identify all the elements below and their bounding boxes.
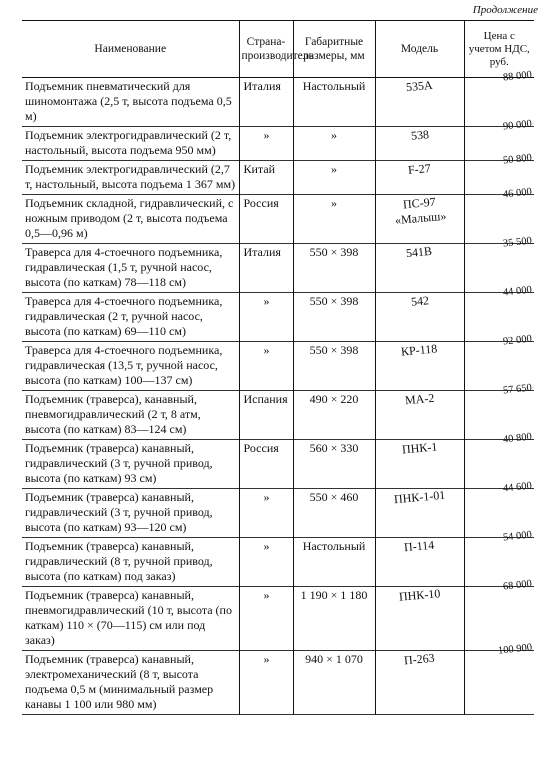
model-value: ПНК-10 (398, 586, 441, 604)
model-value: ПС-97 «Малыш» (393, 194, 447, 228)
price-value: 90 000 (502, 118, 533, 133)
price-value: 57 650 (502, 382, 533, 397)
cell-model (375, 161, 464, 195)
header-name: Наименование (94, 43, 167, 55)
model-value: 535А (405, 77, 434, 95)
table-row (22, 342, 534, 391)
table-row (22, 195, 534, 244)
table-row (22, 161, 534, 195)
header-country: Страна-производитель (239, 21, 293, 78)
cell-name: Подъемник (траверса) канавный, гидравлический (3 т, ручной привод, высота (по каткам) 93 см) (25, 441, 213, 485)
price-value: 68 000 (502, 578, 533, 593)
table-row (22, 293, 534, 342)
cell-size: 550 × 398 (293, 244, 375, 293)
cell-name: Траверса для 4-стоечного подъемника, гидравлическая (2 т, ручной насос, высота (по каткам) 69—110 см) (25, 294, 223, 338)
cell-size: 550 × 460 (293, 489, 375, 538)
cell-country: Италия (239, 78, 293, 127)
cell-country: Испания (239, 391, 293, 440)
price-table (22, 20, 534, 715)
model-value: F-27 (407, 161, 432, 177)
cell-country: Китай (239, 161, 293, 195)
price-value: 46 000 (502, 186, 533, 201)
continuation-label: Продолжение (472, 4, 538, 16)
cell-model (375, 342, 464, 391)
price-value: 50 800 (502, 152, 533, 167)
cell-price (464, 642, 534, 715)
cell-size: 550 × 398 (293, 293, 375, 342)
price-value: 92 000 (502, 333, 533, 348)
cell-size: » (293, 161, 375, 195)
cell-country: Россия (239, 195, 293, 244)
cell-name: Подъемник (траверса) канавный, электромеханический (8 т, высота подъема 0,5 м (минимальный размер канавы 1 100 или 980 мм) (25, 652, 214, 711)
header-model: Модель (375, 21, 464, 78)
table-row (22, 391, 534, 440)
table-row (22, 587, 534, 651)
model-value: П-263 (403, 650, 436, 668)
model-value: ПНК-1-01 (393, 487, 446, 507)
cell-size: » (293, 195, 375, 244)
header-row (22, 21, 534, 78)
table-body (22, 69, 534, 715)
model-value: МА-2 (404, 390, 435, 408)
table-row (22, 78, 534, 127)
cell-name: Подъемник (траверса), канавный, пневмогидравлический (2 т, 8 атм, высота (по каткам) 83—124 см) (25, 392, 201, 436)
cell-country: » (239, 293, 293, 342)
cell-name: Траверса для 4-стоечного подъемника, гидравлическая (1,5 т, ручной насос, высота (по каткам) 78—118 см) (25, 245, 223, 289)
table-row (22, 440, 534, 489)
cell-country: » (239, 342, 293, 391)
cell-country: » (239, 651, 293, 715)
header-price: Цена с учетом НДС, руб. (464, 21, 534, 78)
cell-country: Италия (239, 244, 293, 293)
cell-model (375, 244, 464, 293)
price-value: 44 600 (502, 480, 533, 495)
price-value: 35 500 (502, 235, 533, 250)
model-value: П-114 (403, 537, 436, 555)
model-value: 541В (405, 243, 434, 261)
cell-name: Подъемник складной, гидравлический, с ножным приводом (2 т, высота подъема 0,5—0,96 м) (25, 196, 234, 240)
cell-name: Подъемник (траверса) канавный, гидравлический (8 т, ручной привод, высота (по каткам) под заказ) (25, 539, 213, 583)
cell-model (375, 391, 464, 440)
cell-name: Подъемник (траверса) канавный, пневмогидравлический (10 т, высота (по каткам) 110 × (70—115) см или под заказ) (25, 588, 232, 647)
table-row (22, 651, 534, 715)
cell-model (375, 489, 464, 538)
cell-name: Подъемник (траверса) канавный, гидравлический (3 т, ручной привод, высота (по каткам) 93—120 см) (25, 490, 213, 534)
cell-model (375, 127, 464, 161)
cell-model (375, 587, 464, 651)
cell-size: Настольный (293, 538, 375, 587)
model-value: КР-118 (400, 341, 439, 359)
cell-model (375, 651, 464, 715)
price-value: 54 000 (502, 529, 533, 544)
header-size: Габаритные размеры, мм (293, 21, 375, 78)
cell-country: » (239, 489, 293, 538)
cell-model (375, 440, 464, 489)
price-value: 40 800 (502, 431, 533, 446)
cell-model (375, 195, 464, 244)
table-row (22, 244, 534, 293)
cell-country: » (239, 587, 293, 651)
cell-name: Подъемник электрогидравлический (2,7 т, настольный, высота подъема 1 367 мм) (25, 162, 236, 191)
table-header (22, 21, 534, 78)
table-row (22, 127, 534, 161)
cell-size: 940 × 1 070 (293, 651, 375, 715)
cell-size: 490 × 220 (293, 391, 375, 440)
cell-country: » (239, 127, 293, 161)
cell-size: » (293, 127, 375, 161)
price-value: 44 000 (502, 284, 533, 299)
cell-name: Подъемник электрогидравлический (2 т, настольный, высота подъема 950 мм) (25, 128, 232, 157)
cell-country: Россия (239, 440, 293, 489)
cell-size: 1 190 × 1 180 (293, 587, 375, 651)
cell-model (375, 78, 464, 127)
price-value: 88 000 (502, 69, 533, 84)
cell-size: Настольный (293, 78, 375, 127)
cell-size: 550 × 398 (293, 342, 375, 391)
cell-country: » (239, 538, 293, 587)
price-value: 100 900 (497, 642, 533, 657)
cell-name: Подъемник пневматический для шиномонтажа (2,5 т, высота подъема 0,5 м) (25, 79, 232, 123)
cell-size: 560 × 330 (293, 440, 375, 489)
cell-name: Траверса для 4-стоечного подъемника, гидравлическая (13,5 т, ручной насос, высота (по каткам) 100—137 см) (25, 343, 223, 387)
model-value: 542 (409, 293, 430, 309)
model-value: 538 (409, 127, 430, 143)
cell-model (375, 293, 464, 342)
table-row (22, 489, 534, 538)
model-value: ПНК-1 (401, 439, 438, 457)
table-row (22, 538, 534, 587)
cell-model (375, 538, 464, 587)
